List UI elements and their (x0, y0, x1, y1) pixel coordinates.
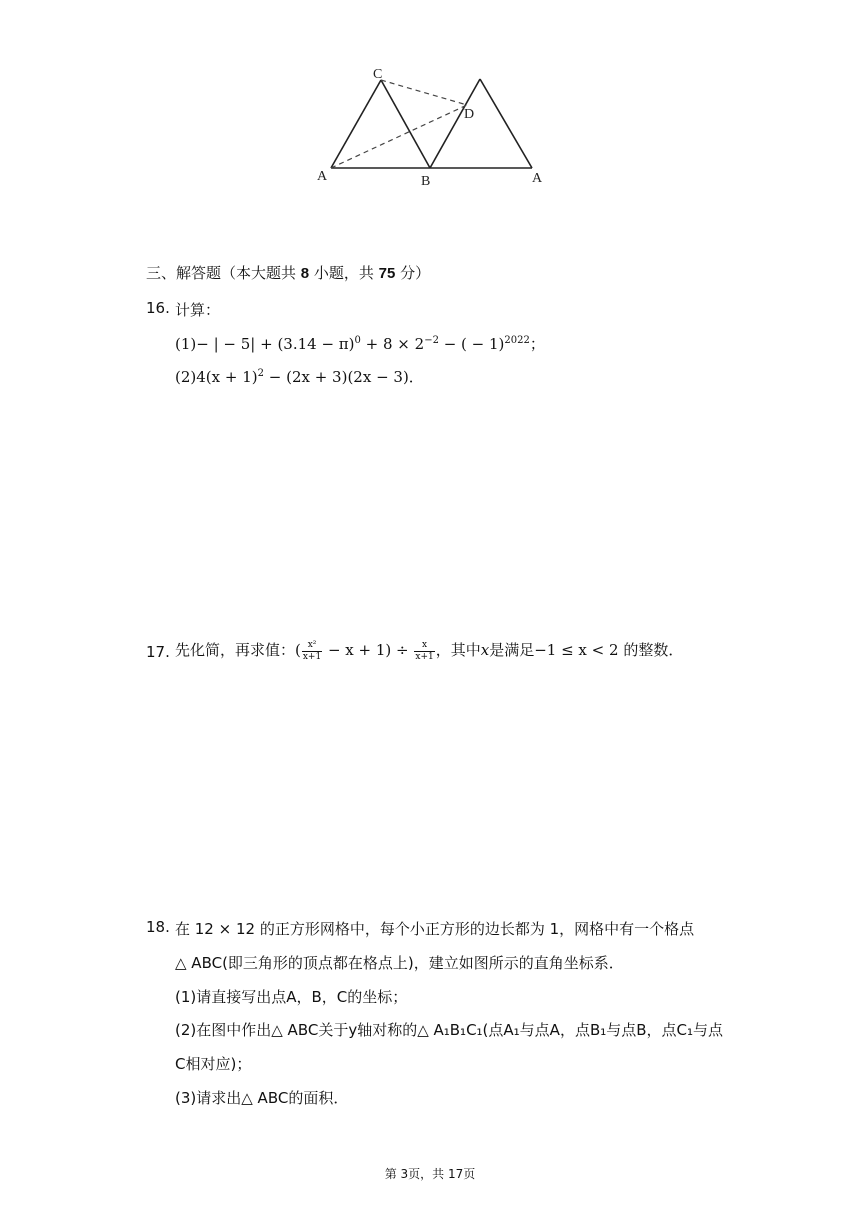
question-18-line-2: △ ABC(即三角形的顶点都在格点上)，建立如图所示的直角坐标系． (175, 954, 624, 972)
label-d: D (464, 107, 475, 122)
label-c: C (373, 67, 383, 82)
question-17-text: 先化简，再求值：( $\frac{\text{x²}}{x+1}$ − x + 1) ÷ $\frac{x}{x+1}$ ，其中x是满足−1 ≤ x < 2 的整数． (175, 639, 684, 662)
triangle-figure (300, 60, 560, 195)
segment-cb (381, 80, 430, 168)
question-16-part-2: $(2)4(x + 1)^2 - (2x + 3)(2x - 3)$． (175, 368, 424, 386)
question-16-number: 16. (146, 299, 170, 317)
fraction-1: $\frac{\text{x²}}{x+1}$ (302, 639, 322, 662)
segment-b-apex (430, 79, 480, 168)
page-footer: 第 3页，共 17页 (384, 1167, 476, 1181)
fraction-2: $\frac{x}{x+1}$ (415, 639, 434, 662)
question-17-number: 17. (146, 643, 170, 661)
question-16-prompt: 计算： (175, 301, 221, 319)
question-18-number: 18. (146, 918, 170, 936)
question-18-line-1: 在 12 × 12 的正方形网格中，每个小正方形的边长都为 1，网格中有一个格点 (175, 920, 695, 938)
section-heading: 三、解答题（本大题共 8 小题，共 75 分） (146, 264, 431, 282)
question-18-line-6: (3)请求出△ ABC的面积． (175, 1089, 349, 1107)
dashed-cd (381, 80, 467, 105)
question-18-line-3: (1)请直接写出点A，B，C的坐标； (175, 988, 408, 1006)
question-18-line-4: (2)在图中作出△ ABC关于y轴对称的△ A₁B₁C₁(点A₁与点A，点B₁与点B，点C₁与点 (175, 1021, 724, 1039)
label-a-left: A (317, 169, 328, 184)
segment-apex-a (480, 79, 532, 168)
segment-ac (331, 80, 381, 168)
question-18-line-5: C相对应)； (175, 1055, 252, 1073)
question-16-part-1: (1)− | − $5| + (3.14 - \pi)^0 + 8 \times 2^{-2}$ − ( − 1)$^{2022}$； (175, 335, 545, 353)
label-b: B (421, 174, 431, 189)
dashed-ad (331, 105, 467, 168)
label-a-right: A (532, 171, 543, 186)
